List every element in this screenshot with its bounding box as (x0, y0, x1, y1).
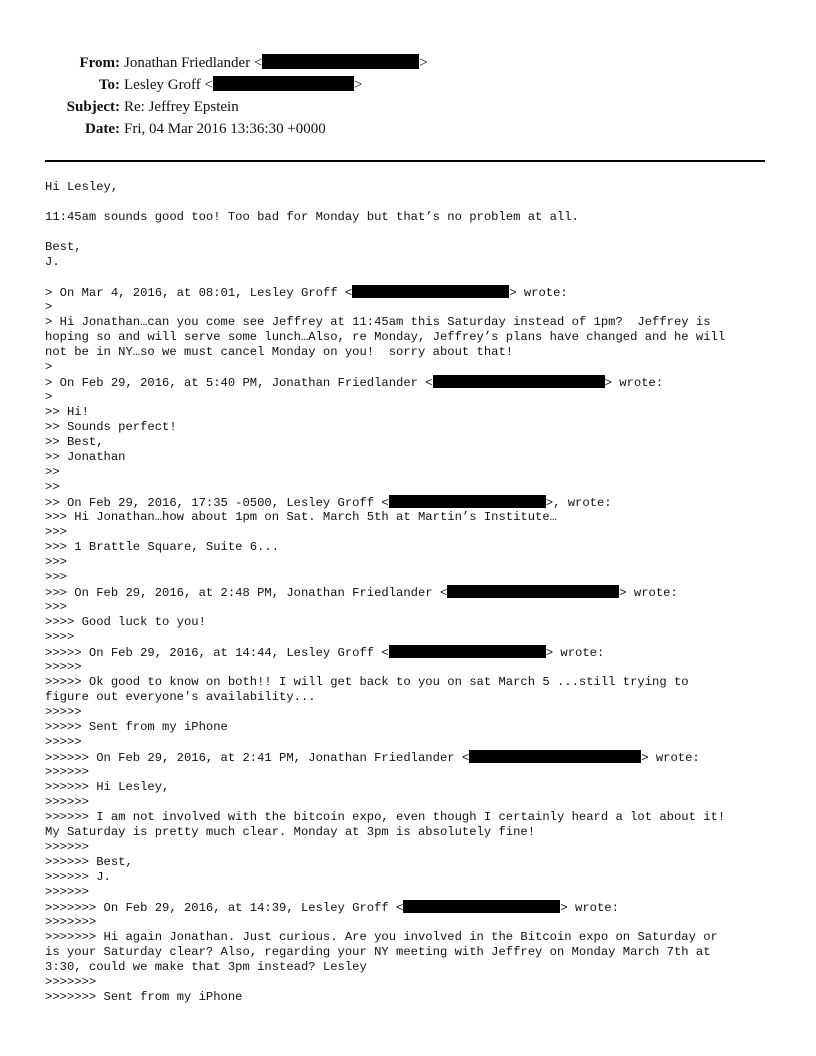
body-line: J. (45, 255, 60, 269)
body-line: figure out everyone's availability... (45, 690, 316, 704)
body-line: >>>>>> (45, 765, 89, 779)
quote-header-line (45, 645, 780, 660)
subject-label: Subject: (66, 99, 120, 115)
redaction-block (213, 76, 354, 91)
subject-row (0, 96, 816, 118)
body-line: >> (45, 465, 60, 479)
body-line: not be in NY…so we must cancel Monday on you! sorry about that! (45, 345, 514, 359)
body-line: > (45, 360, 53, 374)
quote-header-text: > On Feb 29, 2016, at 5:40 PM, Jonathan Friedlander < (45, 376, 433, 390)
quote-header-line (45, 375, 780, 390)
blank-line (45, 225, 780, 240)
quote-header-tail: >, wrote: (545, 496, 612, 510)
body-line: >>> (45, 525, 67, 539)
body-line: >>> (45, 570, 67, 584)
body-line: > Hi Jonathan…can you come see Jeffrey at 11:45am this Saturday instead of 1pm? Jeffrey is (45, 315, 711, 329)
body-line: >>>> Good luck to you! (45, 615, 206, 629)
quote-header-text: >>> On Feb 29, 2016, at 2:48 PM, Jonathan Friedlander < (45, 586, 448, 600)
body-line: 3:30, could we make that 3pm instead? Lesley (45, 960, 367, 974)
body-line: >>>>>> (45, 885, 89, 899)
body-line: My Saturday is pretty much clear. Monday at 3pm is absolutely fine! (45, 825, 536, 839)
body-line: >>> 1 Brattle Square, Suite 6... (45, 540, 280, 554)
body-line: >>>>>>> Sent from my iPhone (45, 990, 243, 1004)
date-row (0, 118, 816, 140)
quote-header-text: >> On Feb 29, 2016, 17:35 -0500, Lesley Groff < (45, 496, 389, 510)
body-line: >> (45, 480, 60, 494)
redaction-block (352, 285, 509, 298)
body-line: >>>>>> Hi Lesley, (45, 780, 170, 794)
quote-header-line (45, 750, 780, 765)
quote-header-text: >>>>>>> On Feb 29, 2016, at 14:39, Lesley Groff < (45, 901, 404, 915)
quote-header-line (45, 495, 780, 510)
redaction-block (447, 585, 619, 598)
header-divider (45, 160, 765, 162)
blank-line (45, 270, 780, 285)
quote-header-line (45, 900, 780, 915)
body-line: >> Jonathan (45, 450, 126, 464)
body-line: > (45, 390, 53, 404)
subject-value: Re: Jeffrey Epstein (124, 99, 239, 115)
body-line: Best, (45, 240, 82, 254)
redaction-block (433, 375, 605, 388)
redaction-block (469, 750, 641, 763)
body-line: >>>>> (45, 705, 82, 719)
body-line: >>>>>>> (45, 915, 97, 929)
quote-header-tail: > wrote: (619, 586, 678, 600)
body-line: >>>>>> Best, (45, 855, 133, 869)
body-line: >>>>>> J. (45, 870, 111, 884)
body-line: >> Hi! (45, 405, 89, 419)
redaction-block (389, 645, 546, 658)
date-value: Fri, 04 Mar 2016 13:36:30 +0000 (124, 121, 326, 137)
redaction-block (403, 900, 560, 913)
body-line: >>> (45, 600, 67, 614)
from-value (124, 52, 428, 74)
body-line: >>>>> Ok good to know on both!! I will get back to you on sat March 5 ...still trying to (45, 675, 689, 689)
quote-header-tail: > wrote: (560, 901, 619, 915)
body-line: > (45, 300, 53, 314)
quote-header-line (45, 285, 780, 300)
quote-header-tail: > wrote: (509, 286, 568, 300)
from-row (0, 52, 816, 74)
to-row (0, 74, 816, 96)
body-line: Hi Lesley, (45, 180, 119, 194)
redaction-block (262, 54, 419, 69)
body-line: >>>>>> I am not involved with the bitcoin expo, even though I certainly heard a lot about it! (45, 810, 726, 824)
to-value (124, 74, 362, 96)
body-line: >> Sounds perfect! (45, 420, 177, 434)
quote-header-tail: > wrote: (641, 751, 700, 765)
quote-header-line (45, 585, 780, 600)
body-line: >>>>> Sent from my iPhone (45, 720, 228, 734)
redaction-block (389, 495, 546, 508)
body-line: hoping so and will serve some lunch…Also, re Monday, Jeffrey’s plans have changed and he will (45, 330, 726, 344)
body-line: >>>>> (45, 660, 82, 674)
quote-header-tail: > wrote: (604, 376, 664, 390)
to-close: > (354, 77, 363, 93)
to-label: To: (98, 77, 120, 93)
email-body (45, 180, 780, 1005)
body-line: >>>> (45, 630, 75, 644)
body-line: >>> (45, 555, 67, 569)
to-name: Lesley Groff < (124, 77, 213, 93)
quote-header-tail: > wrote: (545, 646, 605, 660)
blank-line (45, 195, 780, 210)
body-line: >>>>> (45, 735, 82, 749)
quote-header-text: > On Mar 4, 2016, at 08:01, Lesley Groff < (45, 286, 353, 300)
from-name: Jonathan Friedlander < (124, 55, 263, 71)
body-line: 11:45am sounds good too! Too bad for Monday but that’s no problem at all. (45, 210, 579, 224)
body-line: >>> Hi Jonathan…how about 1pm on Sat. March 5th at Martin’s Institute… (45, 510, 557, 524)
from-label: From: (79, 55, 120, 71)
body-line: >>>>>> (45, 795, 89, 809)
date-label: Date: (85, 121, 120, 137)
quote-header-text: >>>>>> On Feb 29, 2016, at 2:41 PM, Jonathan Friedlander < (45, 751, 470, 765)
body-line: >>>>>>> (45, 975, 97, 989)
body-line: is your Saturday clear? Also, regarding your NY meeting with Jeffrey on Monday March 7th at (45, 945, 711, 959)
body-line: >>>>>> (45, 840, 89, 854)
quote-header-text: >>>>> On Feb 29, 2016, at 14:44, Lesley Groff < (45, 646, 389, 660)
body-line: >>>>>>> Hi again Jonathan. Just curious. Are you involved in the Bitcoin expo on Saturday or (45, 930, 718, 944)
from-close: > (419, 55, 428, 71)
body-line: >> Best, (45, 435, 104, 449)
